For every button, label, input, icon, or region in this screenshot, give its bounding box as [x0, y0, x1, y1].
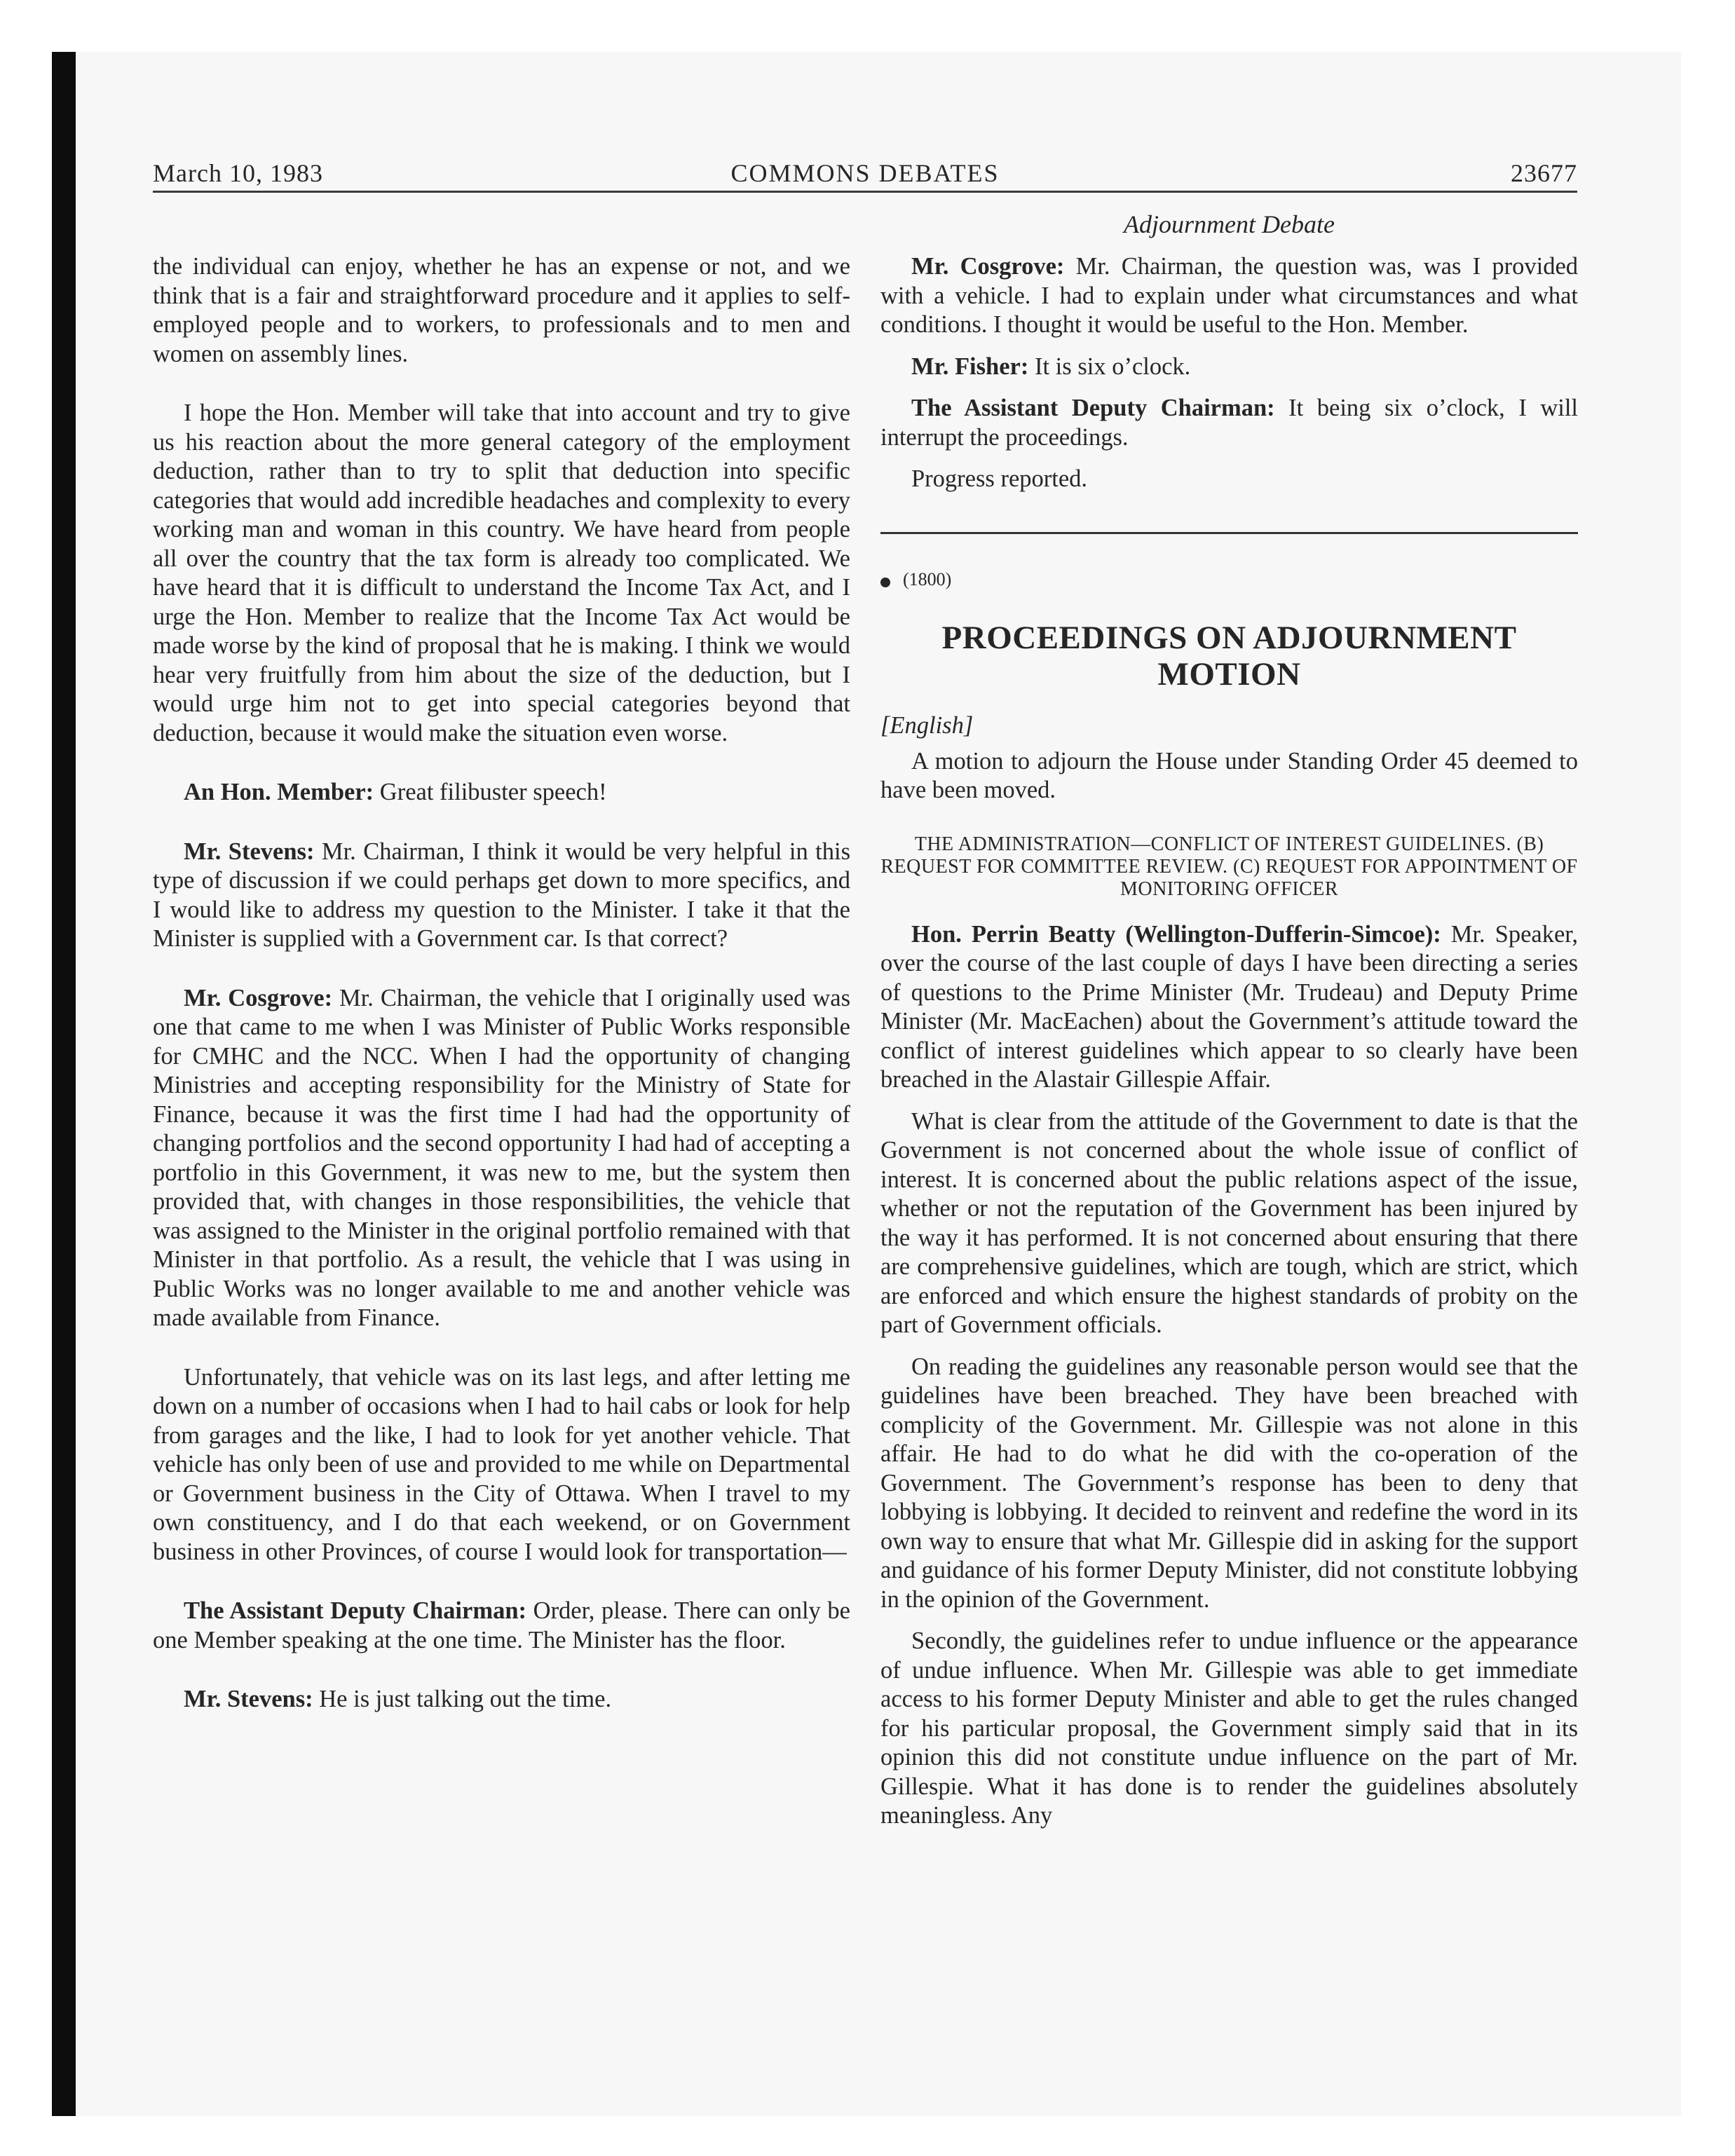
subject-heading: THE ADMINISTRATION—CONFLICT OF INTEREST GUIDELINES. (B) REQUEST FOR COMMITTEE REVIEW. (C) REQUEST FOR APPOINTMENT OF MONITORING OFFICER: [880, 833, 1578, 900]
speaker-name: An Hon. Member:: [184, 779, 374, 805]
paragraph: Mr. Fisher: It is six o’clock.: [911, 353, 1191, 380]
language-tag: [English]: [880, 711, 974, 739]
speaker-name: The Assistant Deputy Chairman:: [184, 1597, 526, 1624]
paragraph: The Assistant Deputy Chairman: Order, please. There can only be one Member speaking at the one time. The Minister has the floor.: [153, 1597, 850, 1653]
running-header: [153, 156, 1577, 193]
right-column: [880, 210, 1578, 1831]
speaker-name: Hon. Perrin Beatty (Wellington-Dufferin-Simcoe):: [911, 920, 1441, 948]
paragraph: The Assistant Deputy Chairman: It being six o’clock, I will interrupt the proceedings.: [880, 395, 1579, 451]
bullet-icon: [880, 578, 890, 587]
publication-title: COMMONS DEBATES: [730, 159, 1000, 187]
left-column: [153, 252, 850, 1714]
paragraph: I hope the Hon. Member will take that into account and try to give us his reaction about the more general category of the employment deduction, rather than to try to split that deduction into specific categories that would add incredible headaches and complexity to every working man and woman in this country. We have heard from people all over the country that the tax form is already too complicated. We have heard that it is difficult to understand the Income Tax Act, and I urge the Hon. Member to realize that the Income Tax Act would be made worse by the kind of proposal that he is making. I think we would hear very fruitfully from him about the size of the deduction, but I would urge him not to get into special categories beyond that deduction, because it would make the situation even worse.: [153, 400, 850, 746]
paragraph: Unfortunately, that vehicle was on its last legs, and after letting me down on a number of occasions when I had to hail cabs or look for help from garages and the like, I had to look for yet another vehicle. That vehicle has only been of use and provided to me while on Departmental or Government business in the City of Ottawa. When I travel to my own constituency, and I do that each weekend, or on Government business in other Provinces, of course I would look for transportation—: [153, 1363, 850, 1565]
paragraph: What is clear from the attitude of the Government to date is that the Government is not concerned about the whole issue of conflict of interest. It is concerned about the public relations aspect of the issue, whether or not the reputation of the Government has been injured by the way it has performed. It is not concerned about ensuring that there are comprehensive guidelines, which are tough, which are strict, which are enforced and which ensure the highest standards of probity on the part of Government officials.: [880, 1107, 1578, 1338]
speaker-name: Mr. Cosgrove:: [184, 984, 333, 1011]
scan-edge-bar: [52, 52, 76, 2116]
paragraph: Mr. Cosgrove: Mr. Chairman, the question was, was I provided with a vehicle. I had to explain under what circumstances and what conditions. I thought it would be useful to the Hon. Member.: [880, 253, 1579, 338]
header-date: March 10, 1983: [153, 159, 323, 187]
speaker-name: Mr. Fisher:: [911, 353, 1029, 380]
section-divider: [880, 532, 1578, 534]
page-number: 23677: [1511, 159, 1577, 187]
paragraph: the individual can enjoy, whether he has an expense or not, and we think that is a fair and straightforward procedure and it applies to self-employed people and to workers, to professionals and to men and women on assembly lines.: [153, 253, 850, 367]
paragraph: Progress reported.: [911, 465, 1088, 492]
proceedings-heading: PROCEEDINGS ON ADJOURNMENT MOTION: [941, 619, 1517, 692]
paragraph: Mr. Cosgrove: Mr. Chairman, the vehicle that I originally used was one that came to me when I was Minister of Public Works responsible for CMHC and the NCC. When I had the opportunity of changing Ministries and accepting responsibility for the Ministry of State for Finance, because it was the first time I had had the opportunity of changing portfolios and the second opportunity I had had of accepting a portfolio in this Government, it was new to me, but the system then provided that, with changes in those responsibilities, the vehicle that was assigned to the Minister in the original portfolio remained with that Minister in that portfolio. As a result, the vehicle that I was using in Public Works was no longer available to me and another vehicle was made available from Finance.: [153, 984, 851, 1331]
paragraph: Mr. Stevens: Mr. Chairman, I think it would be very helpful in this type of discussion if we could perhaps get down to more specifics, and I would like to address my question to the Minister. I take it that the Minister is supplied with a Government car. Is that correct?: [153, 838, 850, 952]
paragraph: Secondly, the guidelines refer to undue influence or the appearance of undue influence. When Mr. Gillespie was able to get immediate access to his former Deputy Minister and able to get the rules changed for his particular proposal, the Government simply said that in its opinion this did not constitute undue influence on the part of Mr. Gillespie. What it has done is to render the guidelines absolutely meaningless. Any: [880, 1628, 1578, 1829]
time-marker: (1800): [880, 568, 1578, 592]
paragraph: On reading the guidelines any reasonable person would see that the guidelines have been breached. They have been breached with complicity of the Government. Mr. Gillespie was not alone in this affair. He had to do what he did with the co-operation of the Government. The Government’s response has been to deny that lobbying is lobbying. It decided to reinvent and redefine the word in its own way to ensure that what Mr. Gillespie did in asking for the support and guidance of his former Deputy Minister, did not constitute lobbying in the opinion of the Government.: [880, 1353, 1578, 1613]
speaker-name: Mr. Cosgrove:: [911, 253, 1065, 280]
paragraph: Hon. Perrin Beatty (Wellington-Dufferin-Simcoe): Mr. Speaker, over the course of the last couple of days I have been directing a series of questions to the Prime Minister (Mr. Trudeau) and Deputy Prime Minister (Mr. MacEachen) about the Government’s attitude toward the conflict of interest guidelines which appear to so clearly have been breached in the Alastair Gillespie Affair.: [880, 920, 1578, 1093]
speaker-name: Mr. Stevens:: [184, 1686, 313, 1712]
speaker-name: Mr. Stevens:: [184, 838, 315, 865]
motion-paragraph: A motion to adjourn the House under Standing Order 45 deemed to have been moved.: [880, 747, 1578, 803]
section-title: Adjournment Debate: [1124, 210, 1335, 238]
paragraph: Mr. Stevens: He is just talking out the time.: [184, 1686, 612, 1712]
paragraph: An Hon. Member: Great filibuster speech!: [184, 779, 607, 805]
speaker-name: The Assistant Deputy Chairman:: [911, 395, 1275, 421]
